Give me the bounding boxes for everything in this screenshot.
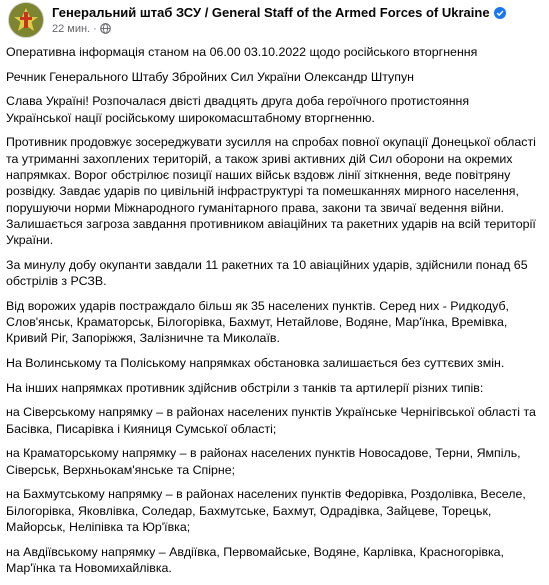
post-paragraph: На Волинському та Поліському напрямках обстановка залишається без суттєвих змін. <box>6 356 505 371</box>
post-paragraph: Противник продовжує зосереджувати зусилля на спробах повної окупації Донецької області та утриманні захоплених територій, а також зриві активних дій Сил оборони на окремих напрямках. Ворог обстрілює позиції наших військ вздовж лінії зіткнення, веде повітряну розвідку. Завдає ударів по цивільній інфраструктурі та помешканнях мирного населення, порушуючи норми Міжнародного гуманітарного права, закони та звичаї ведення війни. Залишається загроза завдання противником авіаційних та ракетних ударів на всій території України. <box>6 135 536 248</box>
page-avatar[interactable] <box>8 2 44 38</box>
post-header <box>6 2 543 42</box>
page-name-link[interactable]: Генеральний штаб ЗСУ / General Staff of the Armed Forces of Ukraine <box>52 5 490 20</box>
post-paragraph: Оперативна інформація станом на 06.00 03.10.2022 щодо російського вторгнення <box>6 45 478 59</box>
post-paragraph: на Сіверському напрямку – в районах населених пунктів Українське Чернігівської області та Басівка, Писарівка і Кияниця Сумської області; <box>6 405 536 436</box>
post-paragraph: на Бахмутському напрямку – в районах населених пунктів Федорівка, Роздолівка, Веселе, Білогорівка, Яковлівка, Соледар, Бахмутське, Бахмут, Одрадівка, Зайцеве, Торецьк, Майорськ, Неліпівка та Юр'ївка; <box>6 487 526 535</box>
verified-badge-icon <box>494 7 506 22</box>
general-staff-emblem-icon <box>9 3 43 37</box>
post-timestamp[interactable]: 22 мин. <box>52 23 91 35</box>
post-meta <box>52 23 111 37</box>
post-paragraph: Від ворожих ударів постраждало більш як 35 населених пунктів. Серед них - Ридкодуб, Слов'янськ, Краматорськ, Білогорівка, Бахмут, Нетайлове, Водяне, Мар'їнка, Времівка, Кривий Ріг, Запоріжжя, Залізничне та Миколаїв. <box>6 298 509 346</box>
meta-separator: · <box>93 23 97 35</box>
post-paragraph: на Авдіївському напрямку – Авдіївка, Первомайське, Водяне, Карлівка, Красногорівка, Мар'їнка та Новомихайлівка. <box>6 544 505 576</box>
post-paragraph: Слава Україні! Розпочалася двісті двадцять друга доба героїчного протистояння Української нації російському широкомасштабному вторгненню. <box>6 94 470 125</box>
page-name-row <box>52 5 506 22</box>
post-paragraph: На інших напрямках противник здійснив обстріли з танків та артилерії різних типів: <box>6 380 484 395</box>
globe-icon[interactable] <box>100 23 111 37</box>
post-text <box>6 44 536 585</box>
post-paragraph: За минулу добу окупанти завдали 11 ракетних та 10 авіаційних ударів, здійснили понад 65 обстрілів з РСЗВ. <box>6 257 528 289</box>
post-paragraph: на Краматорському напрямку – в районах населених пунктів Новосадове, Терни, Ямпіль, Сіверськ, Верхньокам'янське та Спірне; <box>6 446 521 477</box>
post-paragraph: Речник Генерального Штабу Збройних Сил України Олександр Штупун <box>6 69 414 84</box>
